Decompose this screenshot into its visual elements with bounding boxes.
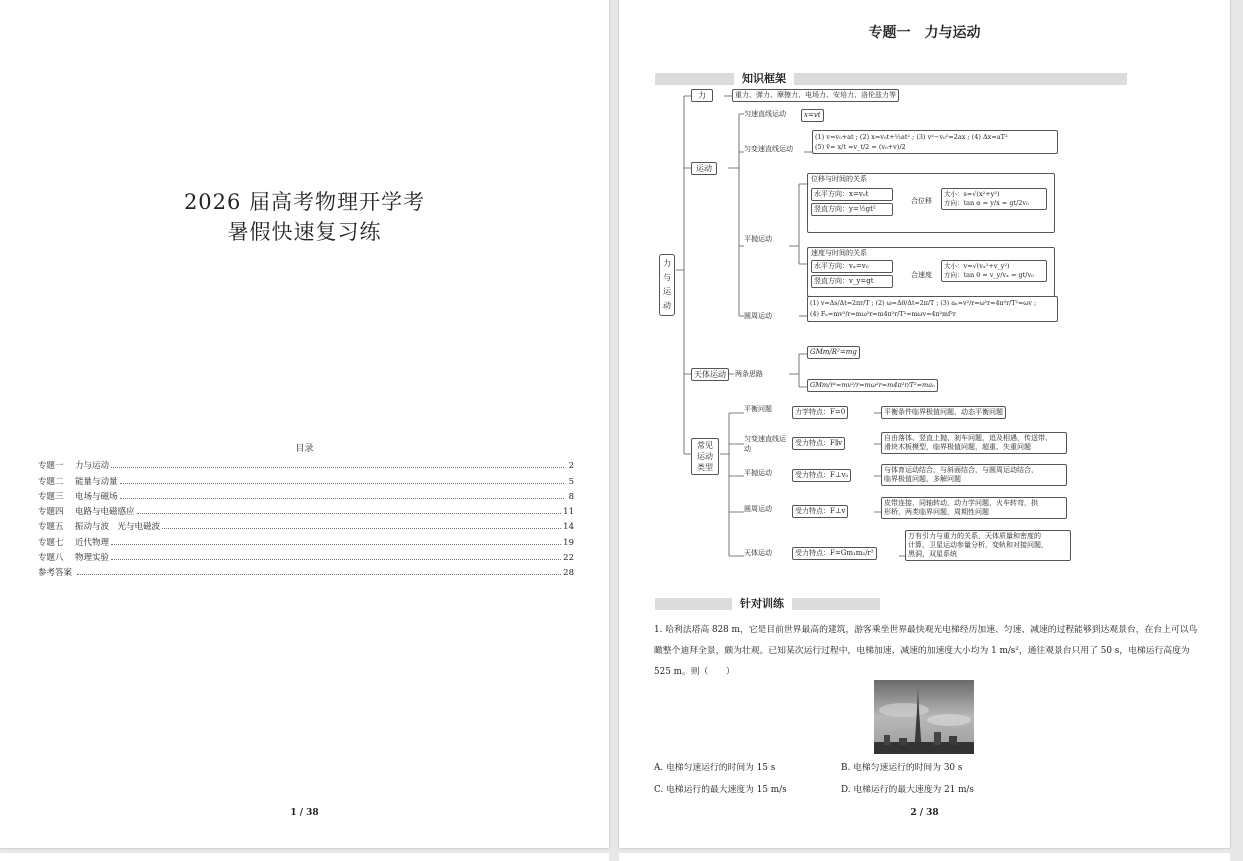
celestial-formula-2: GMm/r²=mv²/r=mω²r=m4π²r/T²=maₙ <box>807 379 938 392</box>
option-d[interactable]: D. 电梯运行的最大速度为 21 m/s <box>841 785 974 795</box>
toc-entry[interactable]: 参考答案 28 <box>38 568 574 579</box>
velocity-result: 大小：v=√(vₓ²+v_y²) 方向：tan θ = v_y/vₓ = gt/v₀ <box>941 260 1047 282</box>
toc-entry[interactable]: 专题五 振动与波 光与电磁波 14 <box>38 522 574 533</box>
section-heading-training: 针对训练 <box>732 598 792 610</box>
celestial-desc: 万有引力与重力的关系，天体质量和密度的 计算，卫星运动参量分析，变轨和对接问题， 黑洞，双星系统 <box>905 530 1071 561</box>
accel-linear-label: 匀变速直线运动 <box>744 145 793 153</box>
cover-title-line2: 暑假快速复习练 <box>227 220 382 244</box>
linear-desc: 自由落体、竖直上抛、刹车问题，追及相遇，传送带、 滑块木板模型，临界极值问题，超重、失重问题 <box>881 432 1067 454</box>
option-c[interactable]: C. 电梯运行的最大速度为 15 m/s <box>654 785 787 795</box>
accel-formulas: (1) v=v₀+at ; (2) x=v₀t+½at² ; (3) v²−v₀²=2ax ; (4) Δx=aT² (5) v̄= x/t =v_t/2 = (v₀+v)/2 <box>812 130 1058 154</box>
page-number: 2 / 38 <box>910 808 939 818</box>
document-page-2 <box>619 0 1230 848</box>
displacement-relation: 位移与时间的关系 <box>811 175 867 183</box>
two-ideas-label: 两条思路 <box>735 370 763 378</box>
cover-title-line1: 2026 届高考物理开学考 <box>183 190 426 214</box>
uniform-linear-label: 匀速直线运动 <box>744 110 786 118</box>
table-of-contents <box>38 456 574 578</box>
circular-feature: 受力特点：F⊥v <box>792 505 848 518</box>
circular-type-label: 圆周运动 <box>744 505 772 513</box>
toc-entry[interactable]: 专题三 电场与磁场 8 <box>38 491 574 502</box>
uniform-formula: x=vt <box>801 109 824 122</box>
force-node: 力 <box>691 89 713 102</box>
combined-displacement: 合位移 <box>911 197 932 205</box>
burj-khalifa-photo <box>874 680 974 754</box>
page-number: 1 / 38 <box>290 808 319 818</box>
projectile-label: 平抛运动 <box>744 235 772 243</box>
celestial-node: 天体运动 <box>691 368 729 381</box>
projectile-feature: 受力特点：F⊥v₀ <box>792 469 851 482</box>
celestial-formula-1: GMm/R²=mg <box>807 346 860 359</box>
root-node: 力与运动 <box>659 254 675 316</box>
toc-entry[interactable]: 专题一 力与运动 2 <box>38 461 574 472</box>
linear-accel-label: 匀变速直线运动 <box>744 435 786 453</box>
vertical-displacement: 竖直方向：y=½gt² <box>811 203 893 216</box>
linear-feature: 受力特点：F∥v <box>792 437 845 450</box>
combined-velocity: 合速度 <box>911 271 932 279</box>
document-page-1 <box>0 0 609 848</box>
section-heading-knowledge: 知识框架 <box>734 73 794 85</box>
toc-entry[interactable]: 专题二 能量与动量 5 <box>38 476 574 487</box>
next-page-edge <box>619 853 1230 861</box>
displacement-result: 大小：s=√(x²+y²) 方向：tan α = y/x = gt/2v₀ <box>941 188 1047 210</box>
knowledge-framework-diagram <box>649 84 1069 574</box>
circular-formulas: (1) v=Δs/Δt=2πr/T ; (2) ω=Δθ/Δt=2π/T ; (3) aₙ=v²/r=ω²r=4π²r/T²=ωv ; (4) Fₙ=mv²/r=mω²r=m4π²r/T²=mωv=4π²mf²r <box>807 296 1058 322</box>
common-types-node: 常见运动类型 <box>691 438 719 475</box>
next-page-edge <box>0 853 609 861</box>
horizontal-displacement: 水平方向：x=v₀t <box>811 188 893 201</box>
chapter-title: 专题一 力与运动 <box>868 25 981 41</box>
equilibrium-feature: 力学特点：F=0 <box>792 406 848 419</box>
question-1-text: 1. 哈利法塔高 828 m，它是目前世界最高的建筑，游客乘坐世界最快观光电梯经历加速、匀速、减速的过程能够到达观景台，在台上可以鸟瞰整个迪拜全景，颇为壮观。已知某次运行过程中，电梯加速、减速的加速度大小均为 1 m/s²，通往观景台只用了 50 s，电梯运行高度为 525 m。则（ ） <box>654 625 1198 677</box>
toc-entry[interactable]: 专题四 电路与电磁感应 11 <box>38 507 574 518</box>
celestial-feature: 受力特点：F=Gm₁m₂/r² <box>792 547 877 560</box>
force-list: 重力、弹力、摩擦力、电场力、安培力、洛伦兹力等 <box>732 89 899 102</box>
option-b[interactable]: B. 电梯匀速运行的时间为 30 s <box>841 763 963 773</box>
toc-entry[interactable]: 专题八 物理实验 22 <box>38 553 574 564</box>
motion-node: 运动 <box>691 162 717 175</box>
circular-label: 圆周运动 <box>744 312 772 320</box>
velocity-relation: 速度与时间的关系 <box>811 249 867 257</box>
circular-desc: 皮带连接，同轴转动，动力学问题，火车转弯，拱 形桥，两类临界问题，周期性问题 <box>881 497 1067 519</box>
celestial-type-label: 天体运动 <box>744 549 772 557</box>
vertical-velocity: 竖直方向：v_y=gt <box>811 275 893 288</box>
equilibrium-label: 平衡问题 <box>744 405 772 413</box>
option-a[interactable]: A. 电梯匀速运行的时间为 15 s <box>654 763 776 773</box>
equilibrium-desc: 平衡条件临界极值问题，动态平衡问题 <box>881 406 1006 419</box>
projectile-desc: 与体育运动结合，与斜面结合，与圆周运动结合， 临界极值问题，多解问题 <box>881 464 1067 486</box>
toc-heading: 目录 <box>295 444 314 454</box>
toc-entry[interactable]: 专题七 近代物理 19 <box>38 537 574 548</box>
horizontal-velocity: 水平方向：vₓ=v₀ <box>811 260 893 273</box>
projectile-type-label: 平抛运动 <box>744 469 772 477</box>
